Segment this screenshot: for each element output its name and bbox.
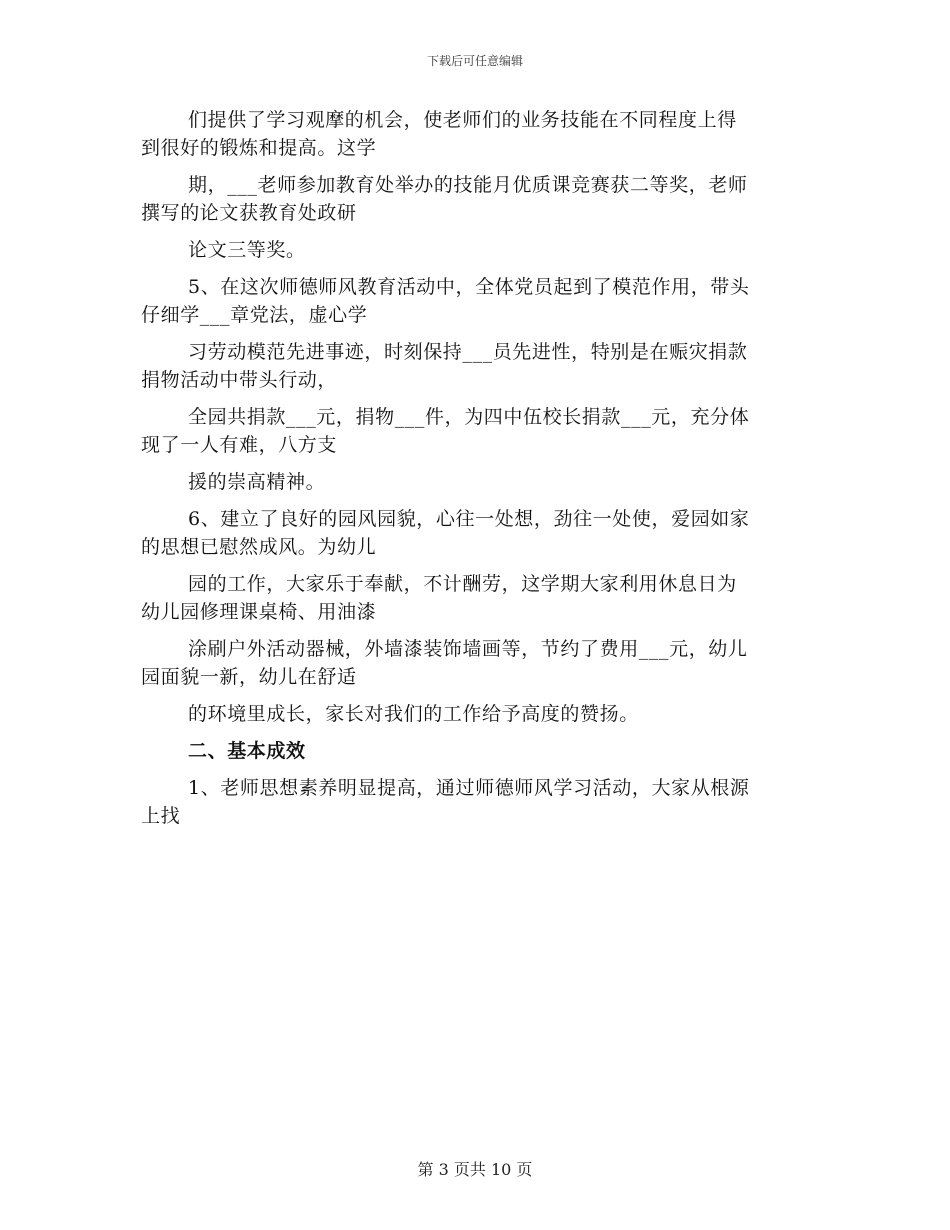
paragraph-line: 涂刷户外活动器械，外墙漆装饰墙画等，节约了费用___元，幼儿 <box>188 638 748 660</box>
paragraph-line: 现了一人有难，八方支 <box>141 434 338 456</box>
document-body <box>141 106 811 830</box>
paragraph-line: 期，___老师参加教育处举办的技能月优质课竞赛获二等奖，老师 <box>188 174 748 196</box>
paragraph-line: 们提供了学习观摩的机会，使老师们的业务技能在不同程度上得 <box>188 109 737 131</box>
paragraph-line: 全园共捐款___元，捐物___件，为四中伍校长捐款___元，充分体 <box>188 406 750 428</box>
paragraph-line: 捐物活动中带头行动， <box>141 369 338 391</box>
paragraph-line: 撰写的论文获教育处政研 <box>141 202 357 224</box>
page-number: 第 3 页共 10 页 <box>417 1160 533 1179</box>
paragraph-line: 论文三等奖。 <box>188 239 306 261</box>
paragraph-line: 上找 <box>141 805 181 827</box>
section-heading: 二、基本成效 <box>188 740 306 762</box>
paragraph-line: 援的崇高精神。 <box>188 471 326 493</box>
paragraph-line: 园的工作，大家乐于奉献，不计酬劳，这学期大家利用休息日为 <box>188 573 737 595</box>
paragraph-line: 仔细学___章党法，虚心学 <box>141 304 368 326</box>
page-header: 下载后可任意编辑 <box>426 54 523 68</box>
paragraph-line: 1、老师思想素养明显提高，通过师德师风学习活动，大家从根源 <box>188 777 750 799</box>
paragraph-line: 习劳动模范先进事迹，时刻保持___员先进性，特别是在赈灾捐款 <box>188 341 748 363</box>
paragraph-line: 幼儿园修理课桌椅、用油漆 <box>141 601 377 623</box>
paragraph-line: 的思想已慰然成风。为幼儿 <box>141 536 377 558</box>
paragraph-line: 5、在这次师德师风教育活动中，全体党员起到了模范作用，带头 <box>188 276 750 298</box>
paragraph-line: 园面貌一新，幼儿在舒适 <box>141 666 357 688</box>
paragraph-line: 到很好的锻炼和提高。这学 <box>141 137 377 159</box>
paragraph-line: 的环境里成长，家长对我们的工作给予高度的赞扬。 <box>188 703 639 725</box>
paragraph-line: 6、建立了良好的园风园貌，心往一处想，劲往一处使，爱园如家 <box>188 508 750 530</box>
